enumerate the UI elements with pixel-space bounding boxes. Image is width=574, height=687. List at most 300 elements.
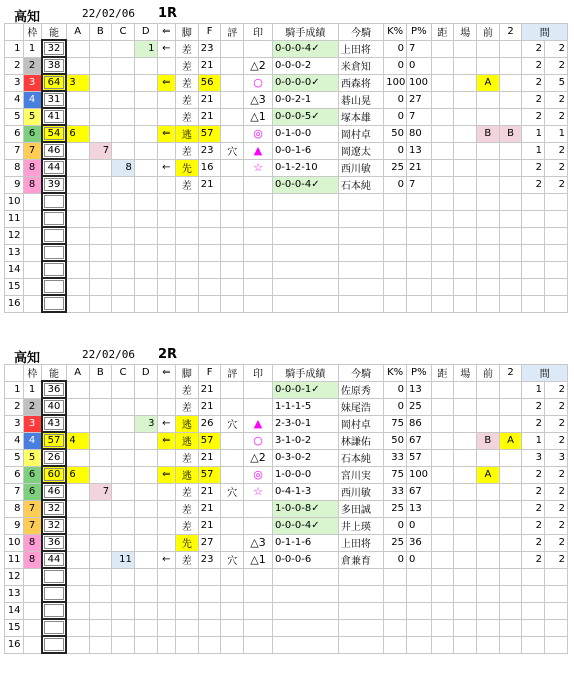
- seiseki-cell: 2-3-0-1: [272, 415, 338, 432]
- header-cell-blank: [5, 24, 24, 41]
- race-card-2: [4, 344, 568, 654]
- kyaku-cell: 逃: [176, 466, 199, 483]
- f-cell: 27: [198, 534, 221, 551]
- empty-cell: [499, 261, 522, 278]
- horse-number: 7: [5, 483, 24, 500]
- mae-cell: [477, 108, 500, 125]
- race-number: 2R: [158, 347, 178, 362]
- empty-cell: [406, 227, 431, 244]
- seiseki-cell: 1-0-0-0: [272, 466, 338, 483]
- waku-cell: 3: [23, 415, 42, 432]
- noryoku-cell: [42, 278, 67, 295]
- noryoku-cell: [42, 381, 67, 398]
- noryoku-value: 38: [44, 59, 65, 72]
- interval-2-cell: 2: [545, 534, 568, 551]
- ni-cell: A: [499, 432, 522, 449]
- k-percent-cell: 33: [384, 483, 407, 500]
- venue-name: 高知: [14, 10, 41, 25]
- table-row-empty: [5, 295, 568, 312]
- ba-cell: [454, 176, 477, 193]
- waku-cell: [23, 295, 42, 312]
- interval-1-cell: 1: [522, 142, 545, 159]
- waku-cell: [23, 619, 42, 636]
- noryoku-value: 32: [44, 42, 65, 55]
- mae-cell: [477, 91, 500, 108]
- a-cell: [66, 500, 89, 517]
- noryoku-cell: [42, 551, 67, 568]
- waku-cell: 4: [23, 432, 42, 449]
- mae-cell: [477, 176, 500, 193]
- ba-cell: [454, 40, 477, 57]
- d-cell: [134, 483, 157, 500]
- shirushi-cell: ▲: [244, 142, 273, 159]
- mae-cell: [477, 449, 500, 466]
- k-percent-cell: 25: [384, 534, 407, 551]
- mae-cell: [477, 415, 500, 432]
- horse-number: 1: [5, 381, 24, 398]
- arrow-cell: ⇐: [157, 74, 176, 91]
- empty-cell: [499, 193, 522, 210]
- empty-cell: [221, 261, 244, 278]
- header-cell: 2: [499, 24, 522, 41]
- kyaku-cell: 差: [176, 142, 199, 159]
- shirushi-cell: [244, 381, 273, 398]
- horse-number: 4: [5, 91, 24, 108]
- empty-cell: [522, 585, 545, 602]
- horse-number: 11: [5, 210, 24, 227]
- a-cell: 3: [66, 74, 89, 91]
- empty-cell: [66, 295, 89, 312]
- empty-cell: [431, 636, 454, 653]
- horse-number: 1: [5, 40, 24, 57]
- table-row: [5, 432, 568, 449]
- empty-cell: [431, 295, 454, 312]
- jockey-cell: 上田将: [338, 534, 383, 551]
- b-cell: [89, 108, 112, 125]
- empty-cell: [221, 619, 244, 636]
- horse-number: 13: [5, 244, 24, 261]
- empty-cell: [134, 568, 157, 585]
- jockey-cell: 西森将: [338, 74, 383, 91]
- empty-cell: [477, 568, 500, 585]
- empty-cell: [338, 619, 383, 636]
- shirushi-cell: [244, 517, 273, 534]
- header-cell: A: [66, 365, 89, 382]
- waku-cell: 6: [23, 483, 42, 500]
- empty-cell: [157, 227, 176, 244]
- ni-cell: [499, 500, 522, 517]
- c-cell: 11: [112, 551, 135, 568]
- mae-cell: A: [477, 466, 500, 483]
- venue-name: 高知: [14, 351, 41, 366]
- seiseki-cell: 0-0-0-2: [272, 57, 338, 74]
- empty-cell: [221, 278, 244, 295]
- hyo-cell: [221, 40, 244, 57]
- empty-cell: [176, 619, 199, 636]
- empty-cell: [384, 227, 407, 244]
- waku-cell: 8: [23, 176, 42, 193]
- noryoku-cell: [42, 193, 67, 210]
- k-percent-cell: 0: [384, 176, 407, 193]
- horse-number: 3: [5, 74, 24, 91]
- interval-1-cell: 2: [522, 108, 545, 125]
- k-percent-cell: 0: [384, 57, 407, 74]
- table-row: [5, 466, 568, 483]
- mae-cell: [477, 57, 500, 74]
- ni-cell: [499, 551, 522, 568]
- arrow-cell: ⇐: [157, 466, 176, 483]
- empty-cell: [384, 602, 407, 619]
- interval-1-cell: 2: [522, 398, 545, 415]
- noryoku-value: [44, 263, 65, 276]
- interval-1-cell: 2: [522, 40, 545, 57]
- d-cell: [134, 57, 157, 74]
- header-cell: 騎手成績: [272, 24, 338, 41]
- interval-1-cell: 1: [522, 381, 545, 398]
- interval-1-cell: 2: [522, 74, 545, 91]
- empty-cell: [545, 278, 568, 295]
- k-percent-cell: 0: [384, 142, 407, 159]
- table-row: [5, 534, 568, 551]
- table-row: [5, 142, 568, 159]
- jockey-cell: 上田将: [338, 40, 383, 57]
- p-percent-cell: 36: [406, 534, 431, 551]
- empty-cell: [477, 585, 500, 602]
- horse-number: 10: [5, 534, 24, 551]
- hyo-cell: [221, 432, 244, 449]
- shirushi-cell: △2: [244, 57, 273, 74]
- empty-cell: [112, 210, 135, 227]
- empty-cell: [499, 210, 522, 227]
- noryoku-value: [44, 570, 65, 583]
- empty-cell: [198, 244, 221, 261]
- p-percent-cell: 100: [406, 74, 431, 91]
- noryoku-value: 44: [44, 553, 65, 566]
- empty-cell: [384, 568, 407, 585]
- noryoku-cell: [42, 568, 67, 585]
- empty-cell: [198, 210, 221, 227]
- noryoku-cell: [42, 159, 67, 176]
- noryoku-cell: [42, 227, 67, 244]
- empty-cell: [157, 585, 176, 602]
- ba-cell: [454, 91, 477, 108]
- noryoku-value: [44, 229, 65, 242]
- b-cell: 7: [89, 483, 112, 500]
- interval-1-cell: 2: [522, 415, 545, 432]
- empty-cell: [272, 619, 338, 636]
- arrow-cell: ⇐: [157, 432, 176, 449]
- empty-cell: [477, 227, 500, 244]
- k-percent-cell: 100: [384, 74, 407, 91]
- c-cell: [112, 534, 135, 551]
- b-cell: [89, 466, 112, 483]
- f-cell: 21: [198, 108, 221, 125]
- noryoku-cell: [42, 40, 67, 57]
- hyo-cell: [221, 159, 244, 176]
- noryoku-value: 57: [44, 434, 65, 447]
- arrow-cell: ⇐: [157, 125, 176, 142]
- ni-cell: [499, 534, 522, 551]
- empty-cell: [272, 210, 338, 227]
- p-percent-cell: 80: [406, 125, 431, 142]
- entry-table: [4, 23, 568, 313]
- empty-cell: [198, 568, 221, 585]
- empty-cell: [244, 227, 273, 244]
- mae-cell: B: [477, 432, 500, 449]
- empty-cell: [454, 244, 477, 261]
- arrow-cell: [157, 142, 176, 159]
- empty-cell: [244, 193, 273, 210]
- header-cell: 間: [522, 365, 568, 382]
- empty-cell: [198, 261, 221, 278]
- empty-cell: [272, 261, 338, 278]
- hyo-cell: [221, 74, 244, 91]
- kyori-cell: [431, 159, 454, 176]
- interval-2-cell: 3: [545, 449, 568, 466]
- noryoku-cell: [42, 432, 67, 449]
- table-row: [5, 159, 568, 176]
- empty-cell: [134, 585, 157, 602]
- kyori-cell: [431, 432, 454, 449]
- kyaku-cell: 差: [176, 517, 199, 534]
- empty-cell: [384, 585, 407, 602]
- table-row-empty: [5, 261, 568, 278]
- a-cell: [66, 91, 89, 108]
- p-percent-cell: 13: [406, 381, 431, 398]
- empty-cell: [112, 244, 135, 261]
- hyo-cell: 穴: [221, 142, 244, 159]
- table-row: [5, 381, 568, 398]
- empty-cell: [66, 227, 89, 244]
- empty-cell: [134, 210, 157, 227]
- empty-cell: [134, 278, 157, 295]
- header-cell: ⇐: [157, 365, 176, 382]
- kyaku-cell: 差: [176, 381, 199, 398]
- empty-cell: [244, 278, 273, 295]
- empty-cell: [157, 278, 176, 295]
- kyaku-cell: 差: [176, 398, 199, 415]
- horse-number: 12: [5, 568, 24, 585]
- arrow-cell: [157, 381, 176, 398]
- horse-number: 4: [5, 432, 24, 449]
- noryoku-cell: [42, 483, 67, 500]
- f-cell: 21: [198, 57, 221, 74]
- empty-cell: [112, 261, 135, 278]
- table-row-empty: [5, 227, 568, 244]
- p-percent-cell: 57: [406, 449, 431, 466]
- noryoku-value: 32: [44, 502, 65, 515]
- c-cell: [112, 449, 135, 466]
- interval-2-cell: 2: [545, 500, 568, 517]
- ni-cell: [499, 517, 522, 534]
- shirushi-cell: △3: [244, 534, 273, 551]
- b-cell: [89, 381, 112, 398]
- empty-cell: [112, 602, 135, 619]
- hyo-cell: [221, 57, 244, 74]
- hyo-cell: [221, 466, 244, 483]
- table-row-empty: [5, 602, 568, 619]
- d-cell: [134, 91, 157, 108]
- b-cell: [89, 40, 112, 57]
- empty-cell: [112, 568, 135, 585]
- noryoku-value: 64: [44, 76, 65, 89]
- k-percent-cell: 25: [384, 159, 407, 176]
- empty-cell: [112, 619, 135, 636]
- shirushi-cell: △1: [244, 551, 273, 568]
- interval-2-cell: 2: [545, 91, 568, 108]
- shirushi-cell: [244, 176, 273, 193]
- header-cell: 2: [499, 365, 522, 382]
- empty-cell: [272, 227, 338, 244]
- table-row: [5, 108, 568, 125]
- ni-cell: [499, 74, 522, 91]
- empty-cell: [176, 244, 199, 261]
- noryoku-value: [44, 280, 65, 293]
- empty-cell: [499, 636, 522, 653]
- empty-cell: [454, 602, 477, 619]
- waku-cell: [23, 244, 42, 261]
- empty-cell: [66, 193, 89, 210]
- empty-cell: [338, 602, 383, 619]
- header-cell-blank: [5, 365, 24, 382]
- ba-cell: [454, 74, 477, 91]
- shirushi-cell: [244, 398, 273, 415]
- a-cell: [66, 108, 89, 125]
- empty-cell: [545, 261, 568, 278]
- p-percent-cell: 67: [406, 483, 431, 500]
- shirushi-cell: ◎: [244, 466, 273, 483]
- seiseki-cell: 0-0-0-0✓: [272, 74, 338, 91]
- f-cell: 23: [198, 551, 221, 568]
- waku-cell: 7: [23, 500, 42, 517]
- waku-cell: 8: [23, 159, 42, 176]
- seiseki-cell: 0-1-2-10: [272, 159, 338, 176]
- empty-cell: [431, 568, 454, 585]
- header-cell: 能: [42, 24, 67, 41]
- d-cell: [134, 449, 157, 466]
- empty-cell: [406, 636, 431, 653]
- noryoku-cell: [42, 210, 67, 227]
- interval-2-cell: 5: [545, 74, 568, 91]
- mae-cell: [477, 381, 500, 398]
- noryoku-value: [44, 297, 65, 310]
- kyori-cell: [431, 176, 454, 193]
- empty-cell: [338, 585, 383, 602]
- empty-cell: [522, 568, 545, 585]
- empty-cell: [477, 636, 500, 653]
- empty-cell: [338, 636, 383, 653]
- ni-cell: [499, 176, 522, 193]
- a-cell: [66, 176, 89, 193]
- empty-cell: [198, 585, 221, 602]
- k-percent-cell: 0: [384, 517, 407, 534]
- kyaku-cell: 先: [176, 534, 199, 551]
- empty-cell: [522, 261, 545, 278]
- arrow-cell: [157, 398, 176, 415]
- ni-cell: [499, 398, 522, 415]
- horse-number: 10: [5, 193, 24, 210]
- empty-cell: [431, 227, 454, 244]
- table-row-empty: [5, 585, 568, 602]
- kyaku-cell: 差: [176, 74, 199, 91]
- jockey-cell: 倉兼育: [338, 551, 383, 568]
- empty-cell: [499, 227, 522, 244]
- noryoku-cell: [42, 602, 67, 619]
- empty-cell: [384, 619, 407, 636]
- empty-cell: [157, 602, 176, 619]
- empty-cell: [157, 244, 176, 261]
- c-cell: [112, 415, 135, 432]
- mae-cell: [477, 500, 500, 517]
- empty-cell: [134, 619, 157, 636]
- empty-cell: [112, 227, 135, 244]
- empty-cell: [384, 193, 407, 210]
- f-cell: 57: [198, 125, 221, 142]
- empty-cell: [338, 261, 383, 278]
- k-percent-cell: 50: [384, 432, 407, 449]
- table-row-empty: [5, 568, 568, 585]
- empty-cell: [66, 636, 89, 653]
- table-row: [5, 449, 568, 466]
- empty-cell: [431, 244, 454, 261]
- interval-2-cell: 2: [545, 415, 568, 432]
- d-cell: [134, 159, 157, 176]
- horse-number: 15: [5, 278, 24, 295]
- empty-cell: [221, 602, 244, 619]
- empty-cell: [545, 244, 568, 261]
- jockey-cell: 米倉知: [338, 57, 383, 74]
- empty-cell: [157, 193, 176, 210]
- horse-number: 9: [5, 176, 24, 193]
- table-row: [5, 500, 568, 517]
- waku-cell: 5: [23, 108, 42, 125]
- empty-cell: [431, 278, 454, 295]
- empty-cell: [522, 602, 545, 619]
- empty-cell: [406, 193, 431, 210]
- empty-cell: [338, 244, 383, 261]
- a-cell: [66, 40, 89, 57]
- mae-cell: [477, 483, 500, 500]
- table-row-empty: [5, 244, 568, 261]
- race-header: [4, 344, 568, 364]
- a-cell: [66, 483, 89, 500]
- kyori-cell: [431, 415, 454, 432]
- empty-cell: [157, 568, 176, 585]
- interval-2-cell: 2: [545, 108, 568, 125]
- empty-cell: [272, 295, 338, 312]
- mae-cell: A: [477, 74, 500, 91]
- c-cell: [112, 517, 135, 534]
- empty-cell: [338, 227, 383, 244]
- header-cell: F: [198, 365, 221, 382]
- ba-cell: [454, 551, 477, 568]
- f-cell: 21: [198, 91, 221, 108]
- empty-cell: [477, 261, 500, 278]
- c-cell: [112, 108, 135, 125]
- noryoku-value: [44, 246, 65, 259]
- header-cell: P%: [406, 24, 431, 41]
- empty-cell: [406, 244, 431, 261]
- empty-cell: [522, 278, 545, 295]
- jockey-cell: 井上瑛: [338, 517, 383, 534]
- horse-number: 15: [5, 619, 24, 636]
- arrow-cell: [157, 57, 176, 74]
- empty-cell: [406, 602, 431, 619]
- ba-cell: [454, 500, 477, 517]
- arrow-cell: [157, 500, 176, 517]
- empty-cell: [477, 210, 500, 227]
- hyo-cell: [221, 398, 244, 415]
